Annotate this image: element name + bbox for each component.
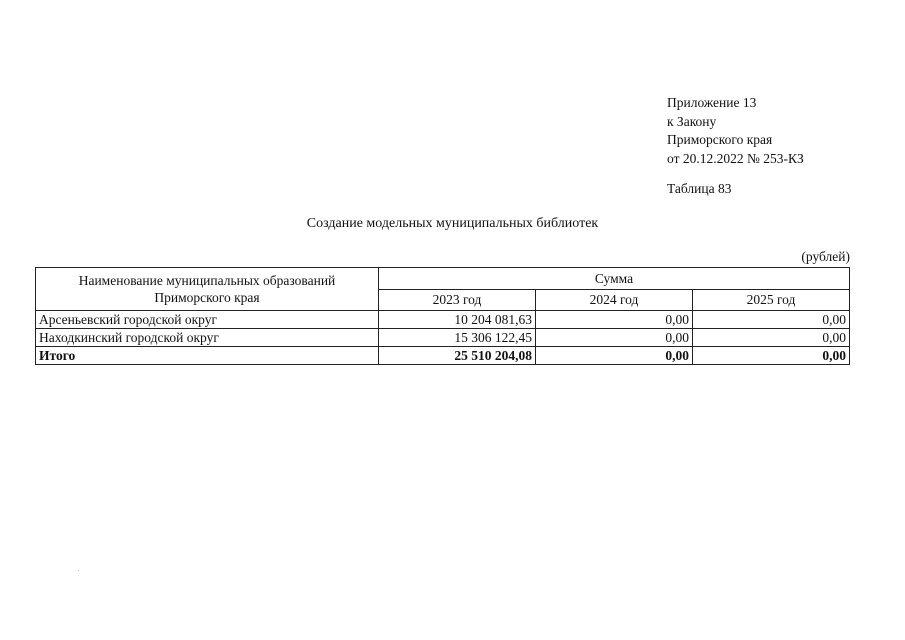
- row-value-2025: 0,00: [693, 329, 850, 347]
- row-name: Находкинский городской округ: [36, 329, 379, 347]
- appendix-line: Приложение 13: [667, 95, 757, 110]
- total-value-2024: 0,00: [536, 347, 693, 365]
- header-year-2023: 2023 год: [379, 290, 536, 311]
- unit-label: (рублей): [801, 249, 850, 264]
- appendix-block: [667, 94, 804, 168]
- row-value-2023: 15 306 122,45: [379, 329, 536, 347]
- table-row: [36, 329, 850, 347]
- table-number: Таблица 83: [667, 181, 732, 196]
- row-value-2025: 0,00: [693, 311, 850, 329]
- table-row: [36, 311, 850, 329]
- header-municipality: [36, 268, 379, 311]
- total-row: [36, 347, 850, 365]
- header-year-2025: 2025 год: [693, 290, 850, 311]
- appendix-line: Приморского края: [667, 132, 773, 147]
- header-year-2024: 2024 год: [536, 290, 693, 311]
- data-table: [35, 267, 850, 365]
- total-value-2025: 0,00: [693, 347, 850, 365]
- scan-speck: [78, 570, 79, 571]
- row-value-2024: 0,00: [536, 329, 693, 347]
- total-name: Итого: [36, 347, 379, 365]
- row-value-2023: 10 204 081,63: [379, 311, 536, 329]
- header-sum: Сумма: [379, 268, 850, 290]
- total-value-2023: 25 510 204,08: [379, 347, 536, 365]
- document-title: Создание модельных муниципальных библиотек: [306, 216, 599, 231]
- row-value-2024: 0,00: [536, 311, 693, 329]
- appendix-line: к Закону: [667, 113, 717, 129]
- header-municipality-text: Наименование муниципальных образований Приморского края: [78, 273, 336, 305]
- row-name: Арсеньевский городской округ: [36, 311, 379, 329]
- appendix-line: от 20.12.2022 № 253-КЗ: [667, 150, 804, 166]
